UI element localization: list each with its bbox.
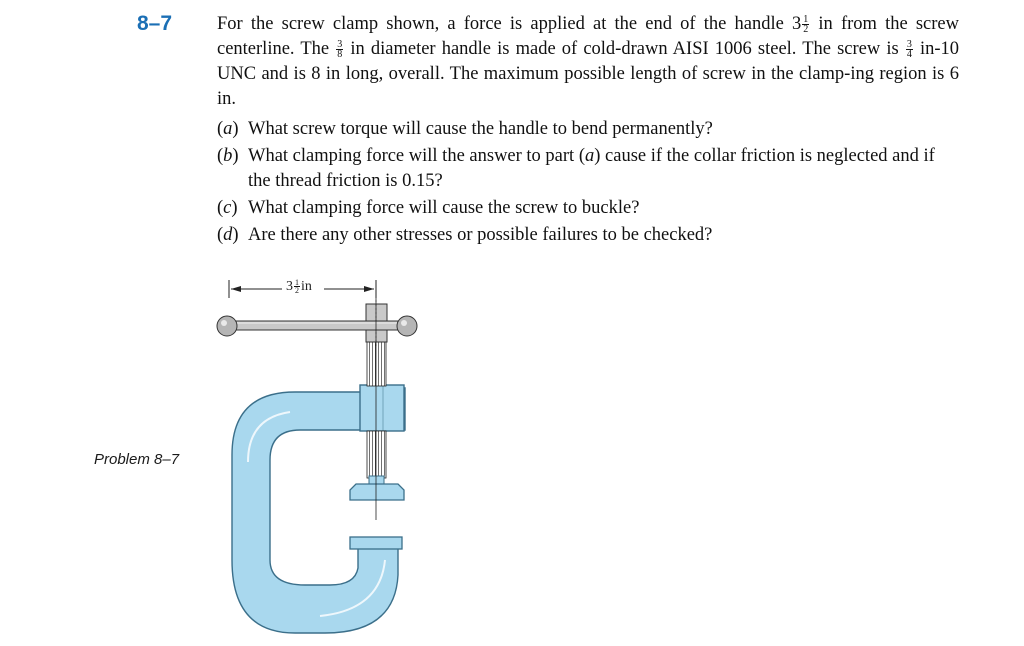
handle-bar	[232, 321, 402, 330]
handle-ball-left	[217, 316, 237, 336]
arrow-left-icon	[231, 286, 241, 292]
fraction-three-quarters: $\frac{3}{4}$	[906, 39, 912, 61]
screw-thread-upper	[367, 340, 386, 386]
problem-parts	[217, 117, 959, 250]
fraction-three-eighths: $\frac{3}{8}$	[337, 39, 343, 61]
fraction-one-half: $\frac{1}{2}$	[803, 14, 809, 36]
part-b: (b) What clamping force will the answer to part (a) cause if the collar friction is neglected and if the thread friction is 0.15?	[217, 146, 935, 191]
swivel-pad	[350, 484, 404, 500]
handle-ball-right	[397, 316, 417, 336]
part-c: (c) What clamping force will cause the screw to buckle?	[217, 198, 640, 218]
figure-caption: Problem 8–7	[94, 451, 180, 468]
problem-statement: For the screw clamp shown, a force is applied at the end of the handle 3 $\frac{1}{2}$ in from the screw centerline. The $\frac{3}{8}$ in diameter handle is made of cold-drawn AISI 1006 steel. The screw is $\frac{3}{4}$ in-10 UNC and is 8 in long, overall. The maximum possible length of screw in the clamp-ing region is 6 in.	[217, 14, 960, 109]
anvil-pad	[350, 537, 402, 549]
part-a: (a) What screw torque will cause the handle to bend permanently?	[217, 119, 713, 139]
screw-thread-lower	[367, 431, 386, 478]
dimension-label: 3 $\frac{1}{2}$ in	[283, 279, 315, 295]
dimension-line	[229, 280, 376, 298]
part-d: (d) Are there any other stresses or possible failures to be checked?	[217, 225, 713, 245]
problem-number: 8–7	[137, 12, 173, 35]
arrow-right-icon	[364, 286, 374, 292]
swivel-neck	[369, 476, 384, 484]
clamp-boss	[360, 385, 404, 431]
screw-clamp-figure	[205, 276, 435, 646]
